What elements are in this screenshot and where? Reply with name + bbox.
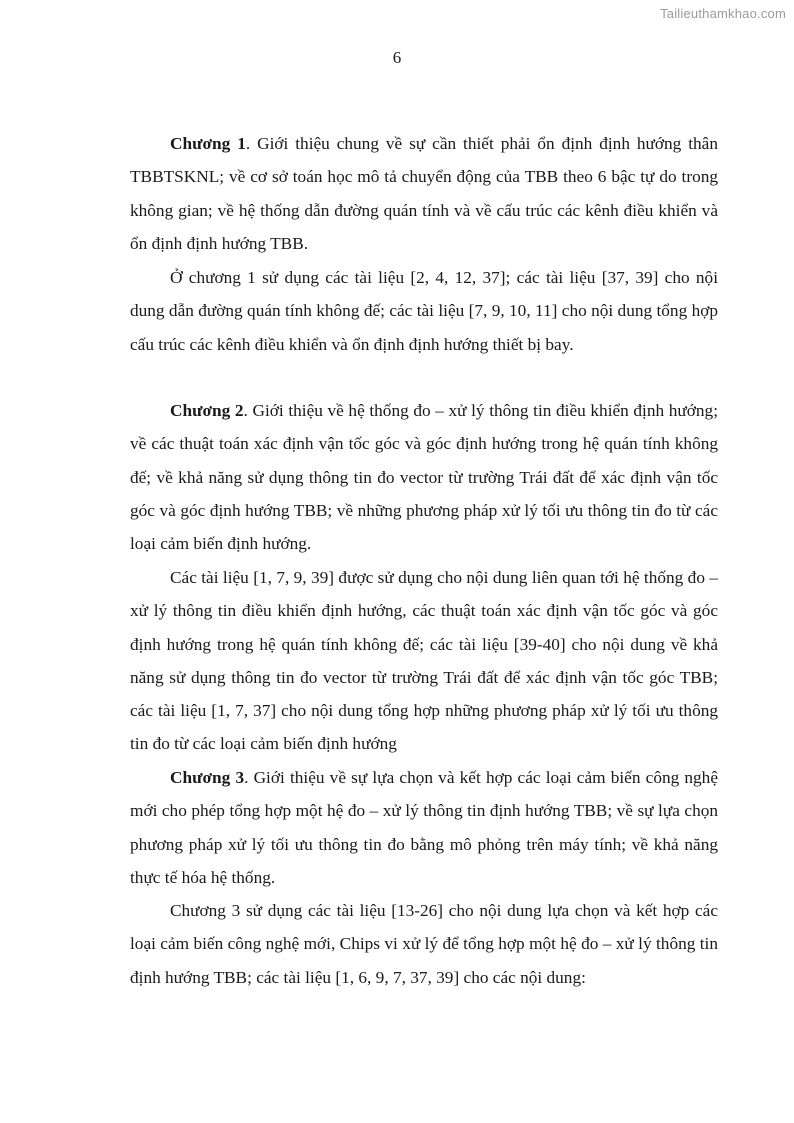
watermark: Tailieuthamkhao.com bbox=[660, 6, 786, 21]
chapter-3-text: . Giới thiệu về sự lựa chọn và kết hợp các loại cảm biến công nghệ mới cho phép tổng hợp một hệ đo – xử lý thông tin định hướng TBB; về sự lựa chọn phương pháp xử lý tối ưu thông tin đo bằng mô phỏng trên máy tính; về khả năng thực tế hóa hệ thống. bbox=[130, 768, 718, 887]
chapter-2-heading: Chương 2 bbox=[170, 401, 244, 420]
chapter-2-paragraph bbox=[130, 394, 718, 560]
chapter-2-references: Các tài liệu [1, 7, 9, 39] được sử dụng cho nội dung liên quan tới hệ thống đo – xử lý thông tin điều khiển định hướng, các thuật toán xác định vận tốc góc và góc định hướng trong hệ quán tính không đế; các tài liệu [39-40] cho nội dung về khả năng sử dụng thông tin đo vector từ trường Trái đất để xác định vận tốc góc TBB; các tài liệu [1, 7, 37] cho nội dung tổng hợp những phương pháp xử lý tối ưu thông tin đo từ các loại cảm biến định hướng bbox=[130, 568, 718, 754]
chapter-3-heading: Chương 3 bbox=[170, 768, 245, 787]
chapter-1-text: . Giới thiệu chung về sự cần thiết phải ổn định định hướng thân TBBTSKNL; về cơ sở toán học mô tả chuyển động của TBB theo 6 bậc tự do trong không gian; về hệ thống dẫn đường quán tính và về cấu trúc các kênh điều khiển và ổn định định hướng TBB. bbox=[130, 134, 718, 253]
chapter-2-text: . Giới thiệu về hệ thống đo – xử lý thông tin điều khiển định hướng; về các thuật toán xác định vận tốc góc và góc định hướng trong hệ quán tính không đế; về khả năng sử dụng thông tin đo vector từ trường Trái đất để xác định vận tốc góc và góc định hướng TBB; về những phương pháp xử lý tối ưu thông tin đo từ các loại cảm biến định hướng. bbox=[130, 401, 718, 554]
chapter-1-paragraph bbox=[130, 127, 718, 260]
chapter-1-heading: Chương 1 bbox=[170, 134, 246, 153]
page-number: 6 bbox=[392, 48, 402, 67]
chapter-1-references: Ở chương 1 sử dụng các tài liệu [2, 4, 12, 37]; các tài liệu [37, 39] cho nội dung dẫn đường quán tính không đế; các tài liệu [7, 9, 10, 11] cho nội dung tổng hợp cấu trúc các kênh điều khiển và ổn định định hướng thiết bị bay. bbox=[130, 268, 718, 354]
chapter-3-references: Chương 3 sử dụng các tài liệu [13-26] cho nội dung lựa chọn và kết hợp các loại cảm biến công nghệ mới, Chips vi xử lý để tổng hợp một hệ đo – xử lý thông tin định hướng TBB; các tài liệu [1, 6, 9, 7, 37, 39] cho các nội dung: bbox=[130, 901, 718, 987]
chapter-3-paragraph bbox=[130, 761, 718, 894]
